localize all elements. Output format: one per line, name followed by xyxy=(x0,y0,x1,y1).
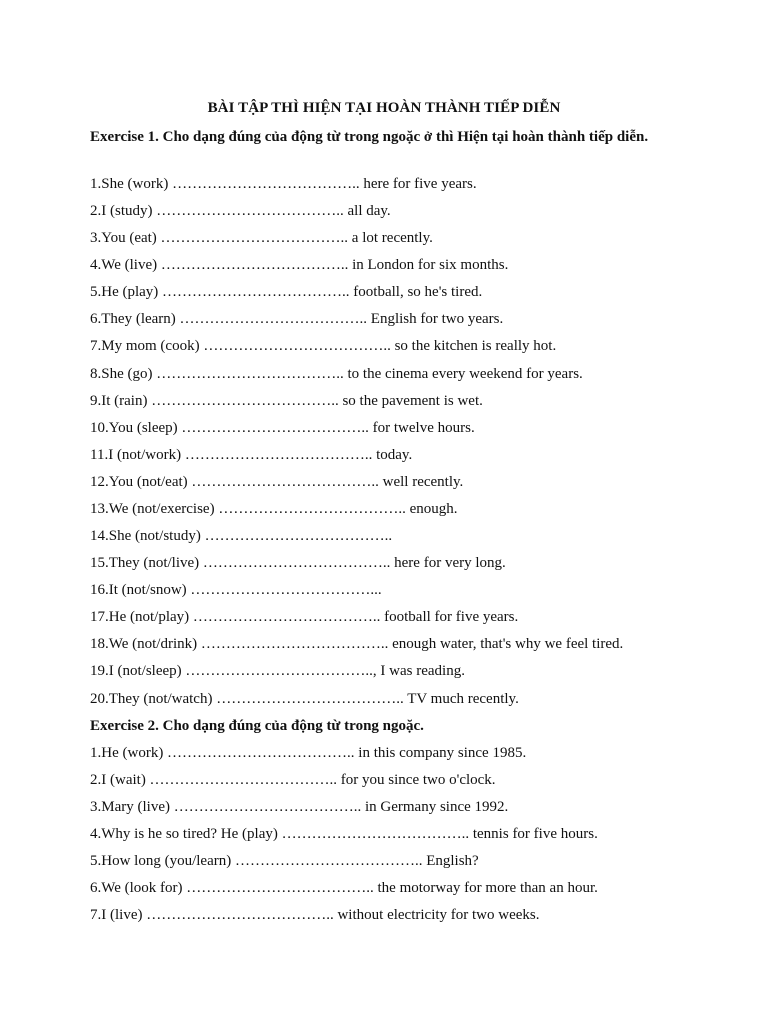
exercise-1-item: 4.We (live) ……………………………….. in London for six months. xyxy=(90,257,509,273)
exercise-1-item: 16.It (not/snow) ………………………………... xyxy=(90,582,382,598)
exercise-1-heading: Exercise 1. Cho dạng đúng của động từ trong ngoặc ở thì Hiện tại hoàn thành tiếp diễn. xyxy=(90,129,649,145)
exercise-1-item: 12.You (not/eat) ……………………………….. well recently. xyxy=(90,474,464,490)
exercise-2-item: 6.We (look for) ……………………………….. the motorway for more than an hour. xyxy=(90,880,598,896)
exercise-1-item: 7.My mom (cook) ……………………………….. so the kitchen is really hot. xyxy=(90,338,557,354)
exercise-1-item: 6.They (learn) ……………………………….. English for two years. xyxy=(90,311,504,327)
exercise-2-item: 7.I (live) ……………………………….. without electricity for two weeks. xyxy=(90,907,540,923)
exercise-2-item: 2.I (wait) ……………………………….. for you since two o'clock. xyxy=(90,772,496,788)
exercise-2-item: 1.He (work) ……………………………….. in this company since 1985. xyxy=(90,745,527,761)
exercise-1-item: 17.He (not/play) ……………………………….. football for five years. xyxy=(90,609,519,625)
exercise-1-item: 5.He (play) ……………………………….. football, so he's tired. xyxy=(90,284,483,300)
exercise-1-item: 20.They (not/watch) ……………………………….. TV much recently. xyxy=(90,691,519,707)
exercise-2-item: 4.Why is he so tired? He (play) ……………………………….. tennis for five hours. xyxy=(90,826,598,842)
exercise-1-item: 19.I (not/sleep) ……………………………….., I was reading. xyxy=(90,663,465,679)
exercise-1-item: 3.You (eat) ……………………………….. a lot recently. xyxy=(90,230,433,246)
exercise-1-item: 18.We (not/drink) ……………………………….. enough water, that's why we feel tired. xyxy=(90,636,624,652)
exercise-2-heading: Exercise 2. Cho dạng đúng của động từ trong ngoặc. xyxy=(90,718,424,734)
exercise-1-item: 2.I (study) ……………………………….. all day. xyxy=(90,203,391,219)
exercise-1-item: 15.They (not/live) ……………………………….. here for very long. xyxy=(90,555,506,571)
exercise-1-item: 14.She (not/study) ……………………………….. xyxy=(90,528,393,544)
exercise-1-item: 1.She (work) ……………………………….. here for five years. xyxy=(90,176,477,192)
exercise-1-item: 10.You (sleep) ……………………………….. for twelve hours. xyxy=(90,420,475,436)
exercise-1-item: 8.She (go) ……………………………….. to the cinema every weekend for years. xyxy=(90,366,583,382)
exercise-2-item: 3.Mary (live) ……………………………….. in Germany since 1992. xyxy=(90,799,509,815)
page-title: BÀI TẬP THÌ HIỆN TẠI HOÀN THÀNH TIẾP DIỄN xyxy=(207,100,561,116)
exercise-1-item: 9.It (rain) ……………………………….. so the pavement is wet. xyxy=(90,393,483,409)
exercise-2-item: 5.How long (you/learn) ……………………………….. English? xyxy=(90,853,479,869)
exercise-1-item: 11.I (not/work) ……………………………….. today. xyxy=(90,447,413,463)
exercise-1-item: 13.We (not/exercise) ……………………………….. enough. xyxy=(90,501,458,517)
